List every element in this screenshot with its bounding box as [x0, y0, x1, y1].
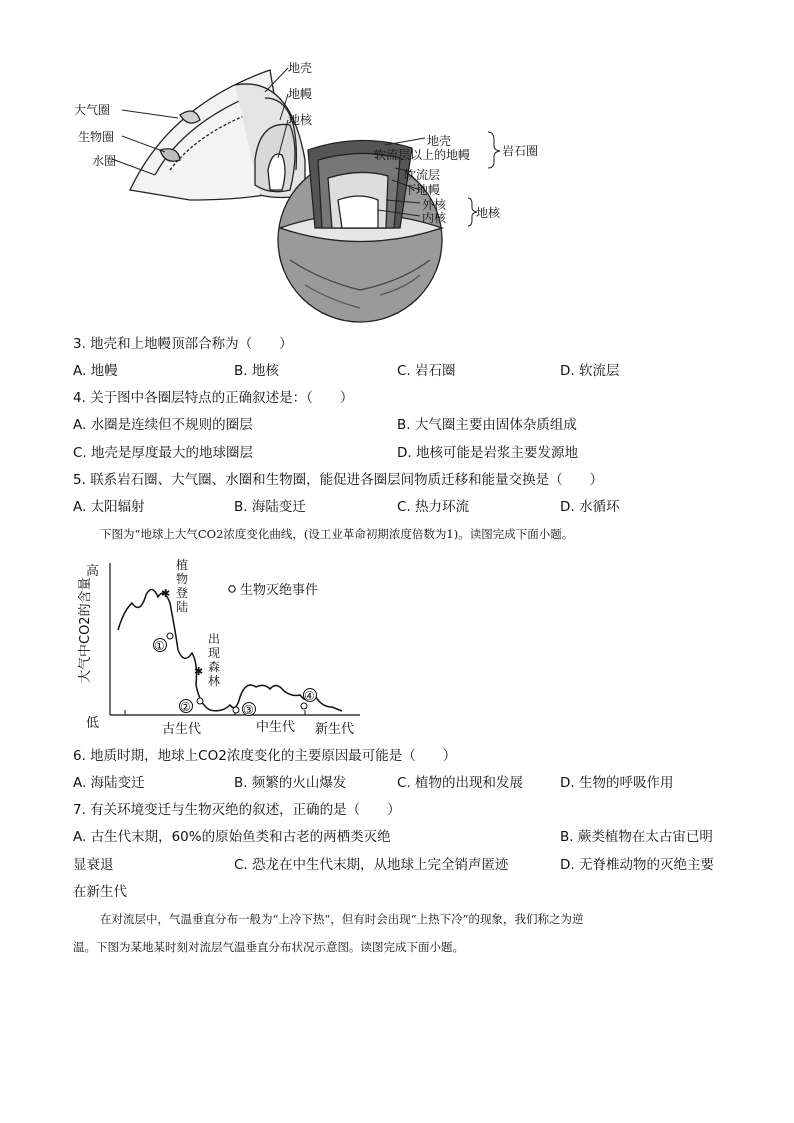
q7-option-a[interactable]: A. 古生代末期，60%的原始鱼类和古老的两栖类灭绝 [73, 829, 391, 845]
figure-left-right-labels [288, 58, 312, 136]
intro-inversion-line1: 在对流层中，气温垂直分布一般为“上冷下热“，但有时会出现“上热下冷”的现象，我们称之为逆 [100, 912, 584, 926]
legend-extinction-label: 生物灭绝事件 [240, 583, 319, 598]
label-lower-mantle: 下地幔 [404, 183, 441, 197]
extinction-label-2: ② [180, 700, 191, 714]
label-core-brace: 地核 [476, 206, 501, 220]
event-star-2: ✱ [194, 665, 204, 678]
q3-option-a[interactable]: A. 地幔 [73, 363, 118, 379]
event-star-1: ✱ [161, 587, 171, 600]
extinction-point-1 [167, 633, 173, 639]
extinction-label-4: ④ [304, 689, 315, 703]
q3-option-c[interactable]: C. 岩石圈 [397, 363, 456, 379]
legend-extinction-marker [229, 586, 235, 592]
extinction-label-3: ③ [243, 703, 254, 717]
y-tick-low: 低 [86, 716, 100, 731]
q7-option-b-cont: 显衰退 [73, 857, 114, 873]
q6-stem: 6. 地质时期，地球上CO2浓度变化的主要原因最可能是（ ） [73, 748, 457, 764]
extinction-label-1: ① [154, 639, 165, 653]
label-crust-right: 地壳 [427, 134, 452, 148]
q5-option-a[interactable]: A. 太阳辐射 [73, 499, 145, 515]
label-outer-core: 外核 [422, 198, 447, 212]
extinction-point-3 [233, 707, 239, 713]
q7-option-b[interactable]: B. 蕨类植物在太古宙已明 [560, 829, 713, 845]
q6-option-d[interactable]: D. 生物的呼吸作用 [560, 775, 674, 791]
label-core-left: 地核 [288, 113, 313, 127]
label-crust-left: 地壳 [288, 61, 313, 75]
q5-option-c[interactable]: C. 热力环流 [397, 499, 470, 515]
q4-stem: 4. 关于图中各圈层特点的正确叙述是：（ ） [73, 390, 354, 406]
q3-option-b[interactable]: B. 地核 [234, 363, 279, 379]
event-label-forest [208, 631, 220, 688]
label-asthenosphere: 软流层 [404, 168, 441, 182]
q7-option-d[interactable]: D. 无脊椎动物的灭绝主要 [560, 857, 714, 873]
q4-option-d[interactable]: D. 地核可能是岩浆主要发源地 [397, 445, 578, 461]
extinction-point-2 [197, 698, 203, 704]
x-tick-mesozoic: 中生代 [256, 720, 296, 735]
q3-stem: 3. 地壳和上地幔顶部合称为（ ） [73, 336, 293, 352]
x-tick-paleozoic: 古生代 [162, 722, 202, 737]
event-label-plants-land [176, 557, 188, 614]
x-tick-cenozoic: 新生代 [315, 722, 355, 737]
label-mantle-left: 地幔 [288, 87, 313, 101]
label-upper-mantle: 软流层以上的地幔 [374, 148, 471, 162]
q6-option-c[interactable]: C. 植物的出现和发展 [397, 775, 524, 791]
q7-option-d-cont: 在新生代 [73, 884, 127, 900]
event-label-text-forest: 出现森林 [208, 632, 221, 688]
figure-left-labels [74, 100, 134, 175]
intro-inversion-line2: 温。下图为某地某时刻对流层气温垂直分布状况示意图。读图完成下面小题。 [73, 940, 464, 954]
q4-option-b[interactable]: B. 大气圈主要由固体杂质组成 [397, 417, 577, 433]
y-axis-label: 大气中CO2的含量 [78, 577, 93, 683]
q5-stem: 5. 联系岩石圈、大气圈、水圈和生物圈，能促进各圈层间物质迁移和能量交换是（ ） [73, 472, 604, 488]
label-atmosphere: 大气圈 [74, 103, 111, 117]
q5-option-d[interactable]: D. 水循环 [560, 499, 620, 515]
q5-option-b[interactable]: B. 海陆变迁 [234, 499, 306, 515]
label-hydrosphere: 水圈 [92, 154, 117, 168]
q6-option-a[interactable]: A. 海陆变迁 [73, 775, 145, 791]
intro-co2-chart: 下图为“地球上大气CO2浓度变化曲线，(设工业革命初期浓度倍数为1)。读图完成下面小题。 [100, 527, 574, 541]
q7-stem: 7. 有关环境变迁与生物灭绝的叙述，正确的是（ ） [73, 802, 401, 818]
label-lithosphere: 岩石圈 [502, 144, 539, 158]
co2-chart [80, 555, 380, 740]
extinction-point-4 [301, 703, 307, 709]
q4-option-a[interactable]: A. 水圈是连续但不规则的圈层 [73, 417, 253, 433]
q3-option-d[interactable]: D. 软流层 [560, 363, 620, 379]
q6-option-b[interactable]: B. 频繁的火山爆发 [234, 775, 347, 791]
left-earth-wedge [130, 70, 305, 200]
y-tick-high: 高 [86, 564, 100, 579]
event-label-text-plants-land: 植物登陆 [176, 558, 189, 614]
label-biosphere: 生物圈 [78, 130, 115, 144]
q4-option-c[interactable]: C. 地壳是厚度最大的地球圈层 [73, 445, 254, 461]
q7-option-c[interactable]: C. 恐龙在中生代末期，从地球上完全销声匿迹 [234, 857, 509, 873]
label-inner-core: 内核 [422, 211, 447, 225]
